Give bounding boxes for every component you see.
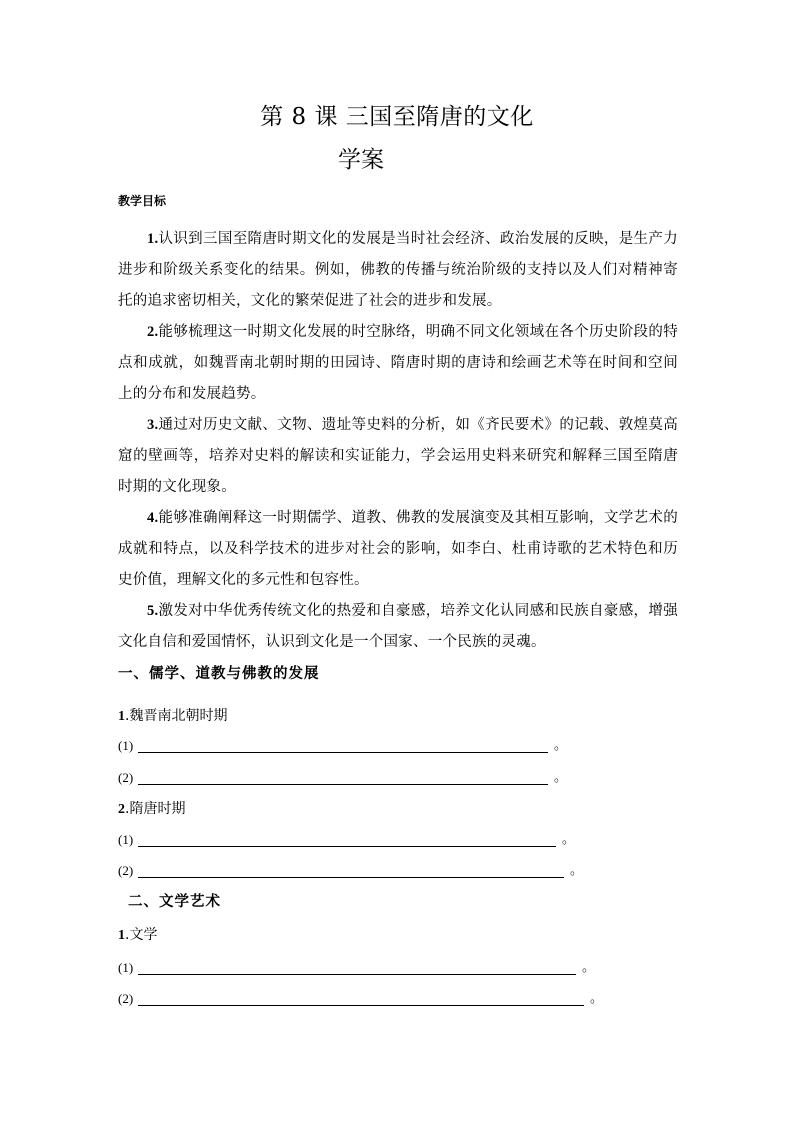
row-marker: (2) [118, 770, 134, 785]
objective-5 [118, 596, 678, 658]
answer-blank[interactable] [138, 832, 556, 847]
objective-text: 激发对中华优秀传统文化的热爱和自豪感，培养文化认同感和民族自豪感，增强文化自信和爱国情怀，认识到文化是一个国家、一个民族的灵魂。 [118, 603, 678, 650]
lesson-title: 第 8 课 三国至隋唐的文化 [260, 104, 534, 130]
answer-row [118, 830, 575, 850]
subheading-number: 1 [118, 709, 125, 724]
subheading-number: 1 [118, 928, 125, 943]
subheading-label: .魏晋南北朝时期 [125, 708, 228, 724]
row-end-mark: 。 [562, 832, 576, 847]
row-marker: (1) [118, 960, 134, 975]
objective-3 [118, 410, 678, 503]
objective-text: 通过对历史文献、文物、遗址等史料的分析，如《齐民要术》的记载、敦煌莫高窟的壁画等，培养对史料的解读和实证能力，学会运用史料来研究和解释三国至隋唐时期的文化现象。 [118, 417, 678, 495]
answer-row [118, 989, 603, 1009]
answer-blank[interactable] [138, 863, 564, 878]
row-end-mark: 。 [554, 738, 568, 753]
subheading-label: .文学 [125, 927, 158, 943]
answer-row [118, 861, 583, 881]
objective-number: 3. [147, 417, 159, 433]
answer-blank[interactable] [138, 991, 584, 1006]
objective-number: 2. [147, 324, 159, 340]
row-marker: (2) [118, 991, 134, 1006]
row-marker: (1) [118, 832, 134, 847]
row-marker: (1) [118, 738, 134, 753]
row-end-mark: 。 [554, 770, 568, 785]
objective-text: 能够准确阐释这一时期儒学、道教、佛教的发展演变及其相互影响，文学艺术的成就和特点，以及科学技术的进步对社会的影响，如李白、杜甫诗歌的艺术特色和历史价值，理解文化的多元性和包容性。 [118, 510, 678, 588]
objective-text: 能够梳理这一时期文化发展的时空脉络，明确不同文化领域在各个历史阶段的特点和成就，如魏晋南北朝时期的田园诗、隋唐时期的唐诗和绘画艺术等在时间和空间上的分布和发展趋势。 [118, 324, 678, 402]
subheading-label: .隋唐时期 [125, 801, 186, 817]
objective-1 [118, 224, 678, 317]
section-heading-1: 一、儒学、道教与佛教的发展 [118, 666, 320, 682]
objective-text: 认识到三国至隋唐时期文化的发展是当时社会经济、政治发展的反映，是生产力进步和阶级关系变化的结果。例如，佛教的传播与统治阶级的支持以及人们对精神寄托的追求密切相关，文化的繁荣促进了社会的进步和发展。 [118, 231, 678, 309]
lesson-subtitle: 学案 [338, 147, 384, 173]
objectives-label: 教学目标 [118, 194, 167, 208]
objective-2 [118, 317, 678, 410]
subheading-wei-jin [118, 706, 227, 727]
objective-number: 4. [147, 510, 159, 526]
objective-number: 5. [147, 603, 159, 619]
answer-blank[interactable] [138, 738, 548, 753]
objective-number: 1. [147, 231, 159, 247]
row-end-mark: 。 [590, 991, 604, 1006]
row-end-mark: 。 [582, 960, 596, 975]
subheading-number: 2 [118, 802, 125, 817]
row-end-mark: 。 [570, 863, 584, 878]
answer-row [118, 768, 567, 788]
answer-blank[interactable] [138, 960, 576, 975]
objective-4 [118, 503, 678, 596]
answer-row [118, 736, 567, 756]
row-marker: (2) [118, 863, 134, 878]
answer-blank[interactable] [138, 770, 548, 785]
answer-row [118, 958, 595, 978]
subheading-sui-tang [118, 799, 185, 820]
section-heading-2: 二、文学艺术 [128, 894, 221, 910]
subheading-literature [118, 925, 157, 946]
